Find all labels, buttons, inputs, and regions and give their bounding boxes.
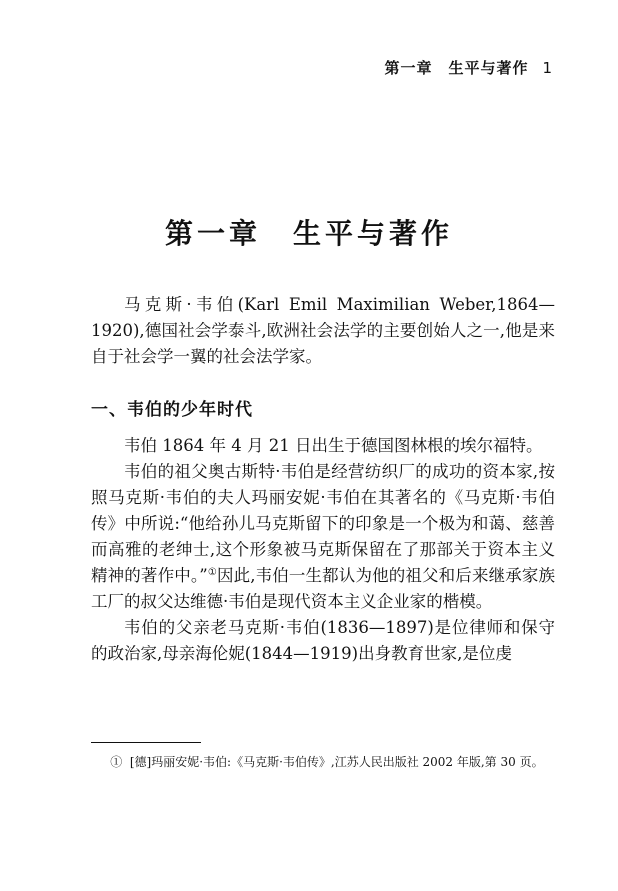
paragraph-grandfather-text-a: 韦伯的祖父奥古斯特·韦伯是经营纺织厂的成功的资本家,按照马克斯·韦伯的夫人玛丽安妮·韦伯在其著名的《马克斯·韦伯传》中所说:“他给孙儿马克斯留下的印象是一个极为和蔼、慈善而高雅的老绅士,这个形象被马克斯保留在了那部关于资本主义精神的著作中。” <box>91 462 555 585</box>
section-heading: 一、韦伯的少年时代 <box>91 400 253 420</box>
paragraph-grandfather-text-b: 因此,韦伯一生都认为他的祖父和后来继承家族工厂的叔父达维德·韦伯是现代资本主义企业家的楷模。 <box>91 566 556 611</box>
footnote-entry <box>91 752 555 772</box>
section-body <box>91 433 555 667</box>
footnote-marker: ① <box>110 755 123 769</box>
paragraph-birth: 韦伯 1864 年 4 月 21 日出生于德国图林根的埃尔福特。 <box>124 436 543 455</box>
footnote-text: [德]玛丽安妮·韦伯:《马克斯·韦伯传》,江苏人民出版社 2002 年版,第 30 页。 <box>129 755 544 769</box>
running-header <box>300 57 553 78</box>
chapter-title <box>0 212 618 252</box>
intro-paragraph: 马克斯·韦伯(Karl Emil Maximilian Weber,1864—1920),德国社会学泰斗,欧洲社会法学的主要创始人之一,他是来自于社会学一翼的社会法学家。 <box>91 295 555 366</box>
footnote-reference[interactable]: ① <box>207 567 217 578</box>
footnote-divider <box>91 742 201 743</box>
chapter-name: 生平与著作 <box>293 217 454 250</box>
page-number: 1 <box>542 59 553 77</box>
footnote <box>91 752 555 772</box>
intro-section <box>91 292 555 370</box>
running-title: 第一章 生平与著作 <box>384 59 529 77</box>
chapter-number: 第一章 <box>164 217 261 250</box>
paragraph-parents: 韦伯的父亲老马克斯·韦伯(1836—1897)是位律师和保守的政治家,母亲海伦妮(1844—1919)出身教育世家,是位虔 <box>91 618 555 663</box>
paragraph-grandfather <box>91 459 555 615</box>
